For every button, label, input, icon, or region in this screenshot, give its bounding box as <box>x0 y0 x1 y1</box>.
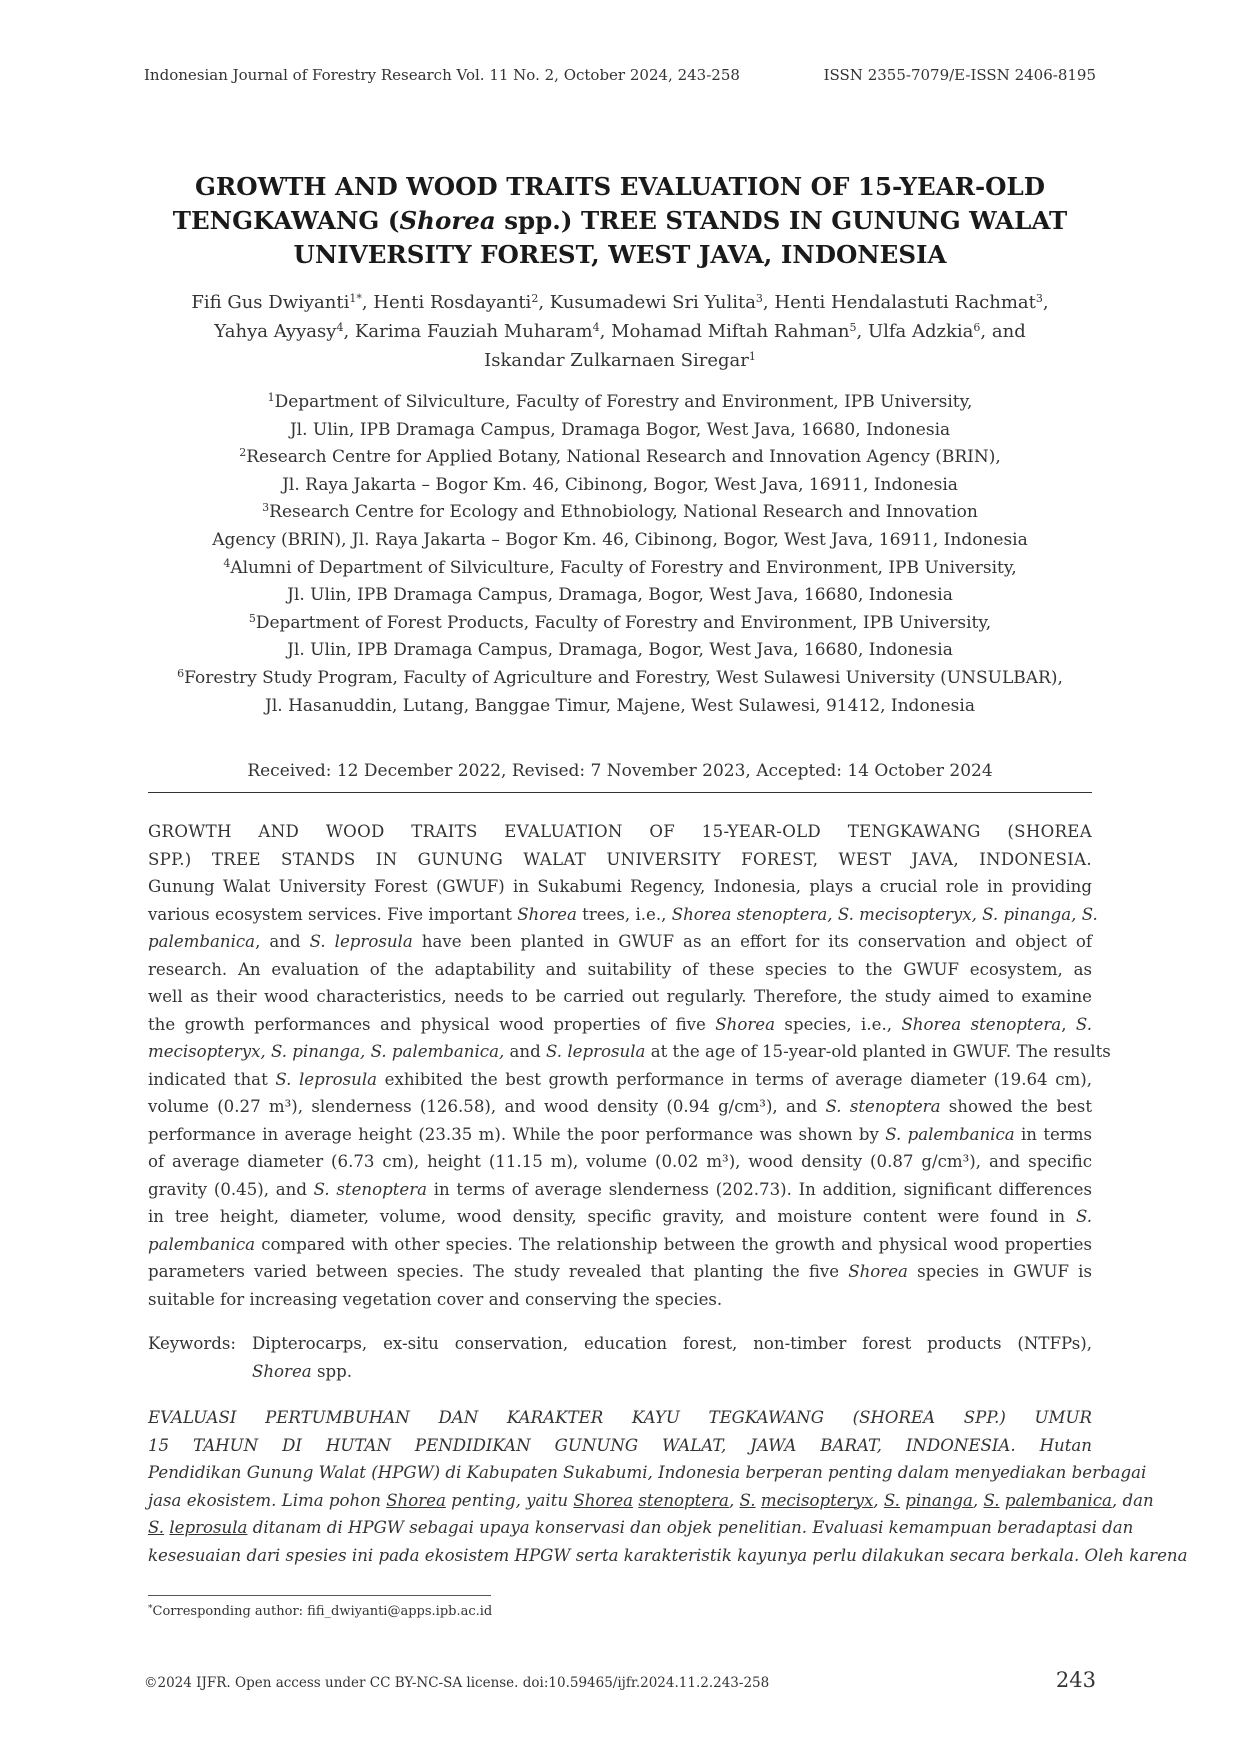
abstract-indonesian: EVALUASI PERTUMBUHAN DAN KARAKTER KAYU TEGKAWANG (SHOREA SPP.) UMUR 15 TAHUN DI HUTAN PENDIDIKAN GUNUNG WALAT, JAWA BARAT, INDONESIA. Hutan Pendidikan Gunung Walat (HPGW) di Kabupaten Sukabumi, Indonesia berperan penting dalam menyediakan berbagai jasa ekosistem. Lima pohon Shorea penting, yaitu Shorea stenoptera, S. mecisopteryx, S. pinanga, S. palembanica, dan S. leprosula ditanam di HPGW sebagai upaya konservasi dan objek penelitian. Evaluasi kemampuan beradaptasi dan kesesuaian dari spesies ini pada ekosistem HPGW serta karakteristik kayunya perlu dilakukan secara berkala. Oleh karena <box>148 1408 1188 1565</box>
corresponding-author-footnote: *Corresponding author: fifi_dwiyanti@apps.ipb.ac.id <box>148 1604 493 1619</box>
author: Henti Rosdayanti <box>373 292 532 313</box>
affiliation: $^5$Department of Forest Products, Faculty of Forestry and Environment, IPB University, <box>248 611 992 633</box>
author: Fifi Gus Dwiyanti <box>191 292 350 313</box>
author: Iskandar Zulkarnaen Siregar <box>484 350 749 371</box>
author: Karima Fauziah Muharam <box>354 321 593 342</box>
author-list: Fifi Gus Dwiyanti$^{1*}$, Henti Rosdayanti$^2$, Kusumadewi Sri Yulita$^3$, Henti Hendalastuti Rachmat$^3$, Yahya Ayyasy$^4$, Karima Fauziah Muharam$^4$, Mohamad Miftah Rahman$^5$, Ulfa Adzkia$^6$, and Iskandar Zulkarnaen Siregar$^1$ <box>191 292 1049 371</box>
issn: ISSN 2355-7079/E-ISSN 2406-8195 <box>823 66 1096 84</box>
footnote-divider <box>148 1595 491 1596</box>
license-doi: ©2024 IJFR. Open access under CC BY-NC-SA license. doi:10.59465/ijfr.2024.11.2.243-258 <box>144 1675 770 1691</box>
keywords-label: Keywords: <box>148 1334 237 1353</box>
paper-title: GROWTH AND WOOD TRAITS EVALUATION OF 15-YEAR-OLD TENGKAWANG (Shorea spp.) TREE STANDS IN GUNUNG WALAT UNIVERSITY FOREST, WEST JAVA, INDONESIA <box>172 172 1068 269</box>
page-number: 243 <box>1055 1668 1096 1692</box>
author: Ulfa Adzkia <box>867 321 974 342</box>
submission-dates: Received: 12 December 2022, Revised: 7 November 2023, Accepted: 14 October 2024 <box>247 761 993 781</box>
affiliation: $^6$Forestry Study Program, Faculty of Agriculture and Forestry, West Sulawesi University (UNSULBAR), <box>177 666 1063 688</box>
running-head <box>144 66 1096 84</box>
journal-citation: Indonesian Journal of Forestry Research Vol. 11 No. 2, October 2024, 243-258 <box>144 66 740 84</box>
divider <box>148 792 1092 793</box>
affiliation: $^3$Research Centre for Ecology and Ethnobiology, National Research and Innovation <box>262 501 978 523</box>
author: Mohamad Miftah Rahman <box>611 321 850 342</box>
affiliation: $^2$Research Centre for Applied Botany, National Research and Innovation Agency (BRIN), <box>239 446 1001 468</box>
affiliations: $^1$Department of Silviculture, Faculty of Forestry and Environment, IPB University, Jl. Ulin, IPB Dramaga Campus, Dramaga Bogor, West Java, 16680, Indonesia $^2$Research Centre for Applied Botany, National Research and Innovation Agency (BRIN), Jl. Raya Jakarta – Bogor Km. 46, Cibinong, Bogor, West Java, 16911, Indonesia $^3$Research Centre for Ecology and Ethnobiology, National Research and Innovation Agency (BRIN), Jl. Raya Jakarta – Bogor Km. 46, Cibinong, Bogor, West Java, 16911, Indonesia $^4$Alumni of Department of Silviculture, Faculty of Forestry and Environment, IPB University, Jl. Ulin, IPB Dramaga Campus, Dramaga, Bogor, West Java, 16680, Indonesia $^5$Department of Forest Products, Faculty of Forestry and Environment, IPB University, Jl. Ulin, IPB Dramaga Campus, Dramaga, Bogor, West Java, 16680, Indonesia $^6$Forestry Study Program, Faculty of Agriculture and Forestry, West Sulawesi University (UNSULBAR), Jl. Hasanuddin, Lutang, Banggae Timur, Majene, West Sulawesi, 91412, Indonesia <box>120 389 1120 720</box>
author: Henti Hendalastuti Rachmat <box>774 292 1036 313</box>
affiliation: $^1$Department of Silviculture, Faculty of Forestry and Environment, IPB University, <box>267 391 973 412</box>
author: Yahya Ayyasy <box>214 321 337 342</box>
page-footer <box>144 1668 1096 1692</box>
affiliation: $^4$Alumni of Department of Silviculture, Faculty of Forestry and Environment, IPB University, <box>223 556 1017 578</box>
keywords: Keywords: Dipterocarps, ex-situ conservation, education forest, non-timber forest products (NTFPs), Shorea spp. <box>148 1330 1092 1385</box>
author: Kusumadewi Sri Yulita <box>549 292 756 313</box>
abstract-english: GROWTH AND WOOD TRAITS EVALUATION OF 15-YEAR-OLD TENGKAWANG (SHOREA SPP.) TREE STANDS IN GUNUNG WALAT UNIVERSITY FOREST, WEST JAVA, INDONESIA. Gunung Walat University Forest (GWUF) in Sukabumi Regency, Indonesia, plays a crucial role in providing various ecosystem services. Five important Shorea trees, i.e., Shorea stenoptera, S. mecisopteryx, S. pinanga, S. palembanica, and S. leprosula have been planted in GWUF as an effort for its conservation and object of research. An evaluation of the adaptability and suitability of these species to the GWUF ecosystem, as well as their wood characteristics, needs to be carried out regularly. Therefore, the study aimed to examine the growth performances and physical wood properties of five Shorea species, i.e., Shorea stenoptera, S. mecisopteryx, S. pinanga, S. palembanica, and S. leprosula at the age of 15-year-old planted in GWUF. The results indicated that S. leprosula exhibited the best growth performance in terms of average diameter (19.64 cm), volume (0.27 m³), slenderness (126.58), and wood density (0.94 g/cm³), and S. stenoptera showed the best performance in average height (23.35 m). While the poor performance was shown by S. palembanica in terms of average diameter (6.73 cm), height (11.15 m), volume (0.02 m³), wood density (0.87 g/cm³), and specific gravity (0.45), and S. stenoptera in terms of average slenderness (202.73). In addition, significant differences in tree height, diameter, volume, wood density, specific gravity, and moisture content were found in S. palembanica compared with other species. The relationship between the growth and physical wood properties parameters varied between species. The study revealed that planting the five Shorea species in GWUF is suitable for increasing vegetation cover and conserving the species. <box>148 822 1111 1309</box>
